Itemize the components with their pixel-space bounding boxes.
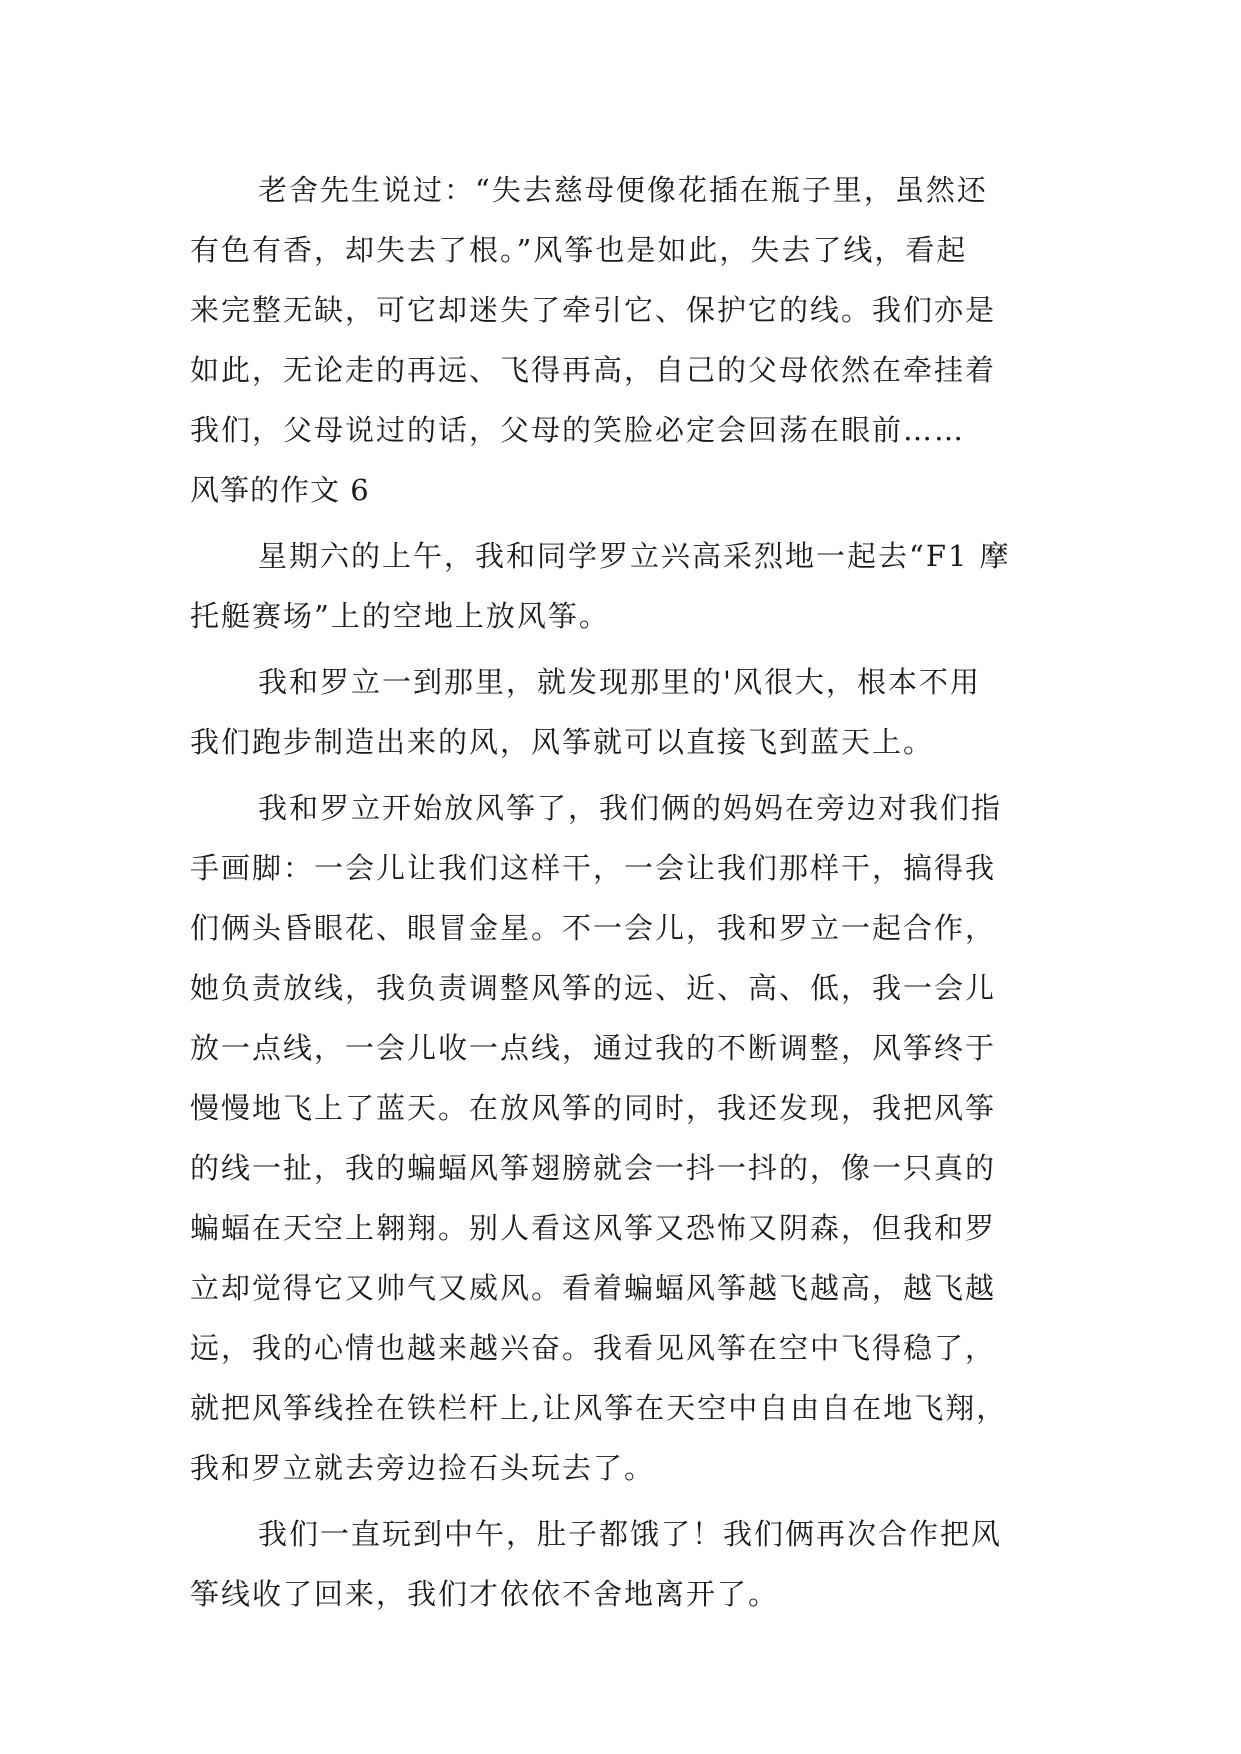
text-line: 慢慢地飞上了蓝天。在放风筝的同时，我还发现，我把风筝 (190, 1091, 997, 1125)
text-line: 我和罗立就去旁边捡石头玩去了。 (190, 1451, 656, 1485)
text-line: 蝙蝠在天空上翱翔。别人看这风筝又恐怖又阴森，但我和罗 (190, 1211, 997, 1245)
text-line: 远，我的心情也越来越兴奋。我看见风筝在空中飞得稳了， (190, 1331, 997, 1365)
text-line: 我们，父母说过的话，父母的笑脸必定会回荡在眼前…… (190, 413, 966, 447)
paragraph-flying-kite (190, 778, 1070, 1498)
text-line: 筝线收了回来，我们才依依不舍地离开了。 (190, 1577, 780, 1611)
text-line: 她负责放线，我负责调整风筝的远、近、高、低，我一会儿 (190, 971, 997, 1005)
document-body (190, 160, 1070, 1624)
text-line: 托艇赛场”上的空地上放风筝。 (190, 599, 610, 633)
text-line: 的线一扯，我的蝙蝠风筝翅膀就会一抖一抖的，像一只真的 (190, 1151, 997, 1185)
text-line: 立却觉得它又帅气又威风。看着蝙蝠风筝越飞越高，越飞越 (190, 1271, 997, 1305)
text-line: 老舍先生说过：“失去慈母便像花插在瓶子里，虽然还 (258, 173, 988, 207)
text-line: 来完整无缺，可它却迷失了牵引它、保护它的线。我们亦是 (190, 293, 997, 327)
text-line: 我和罗立一到那里，就发现那里的'风很大，根本不用 (258, 665, 981, 699)
text-line: 如此，无论走的再远、飞得再高，自己的父母依然在牵挂着 (190, 353, 997, 387)
text-line: 我们一直玩到中午，肚子都饿了！我们俩再次合作把风 (258, 1517, 1003, 1551)
text-line: 们俩头昏眼花、眼冒金星。不一会儿，我和罗立一起合作， (190, 911, 997, 945)
text-line: 有色有香，却失去了根。”风筝也是如此，失去了线，看起 (190, 233, 968, 267)
essay-title: 风筝的作文 6 (190, 473, 370, 507)
paragraph-noon (190, 1504, 1070, 1624)
paragraph-wind (190, 652, 1070, 772)
text-line: 放一点线，一会儿收一点线，通过我的不断调整，风筝终于 (190, 1031, 997, 1065)
paragraph-laoshe-quote (190, 160, 1070, 460)
section-heading (190, 460, 1070, 520)
text-line: 手画脚：一会儿让我们这样干，一会让我们那样干，搞得我 (190, 851, 997, 885)
text-line: 星期六的上午，我和同学罗立兴高采烈地一起去“F1 摩 (258, 539, 1011, 573)
text-line: 我们跑步制造出来的风，风筝就可以直接飞到蓝天上。 (190, 725, 935, 759)
text-line: 我和罗立开始放风筝了，我们俩的妈妈在旁边对我们指 (258, 791, 1003, 825)
text-line: 就把风筝线拴在铁栏杆上,让风筝在天空中自由自在地飞翔， (190, 1391, 1008, 1425)
paragraph-saturday (190, 526, 1070, 646)
